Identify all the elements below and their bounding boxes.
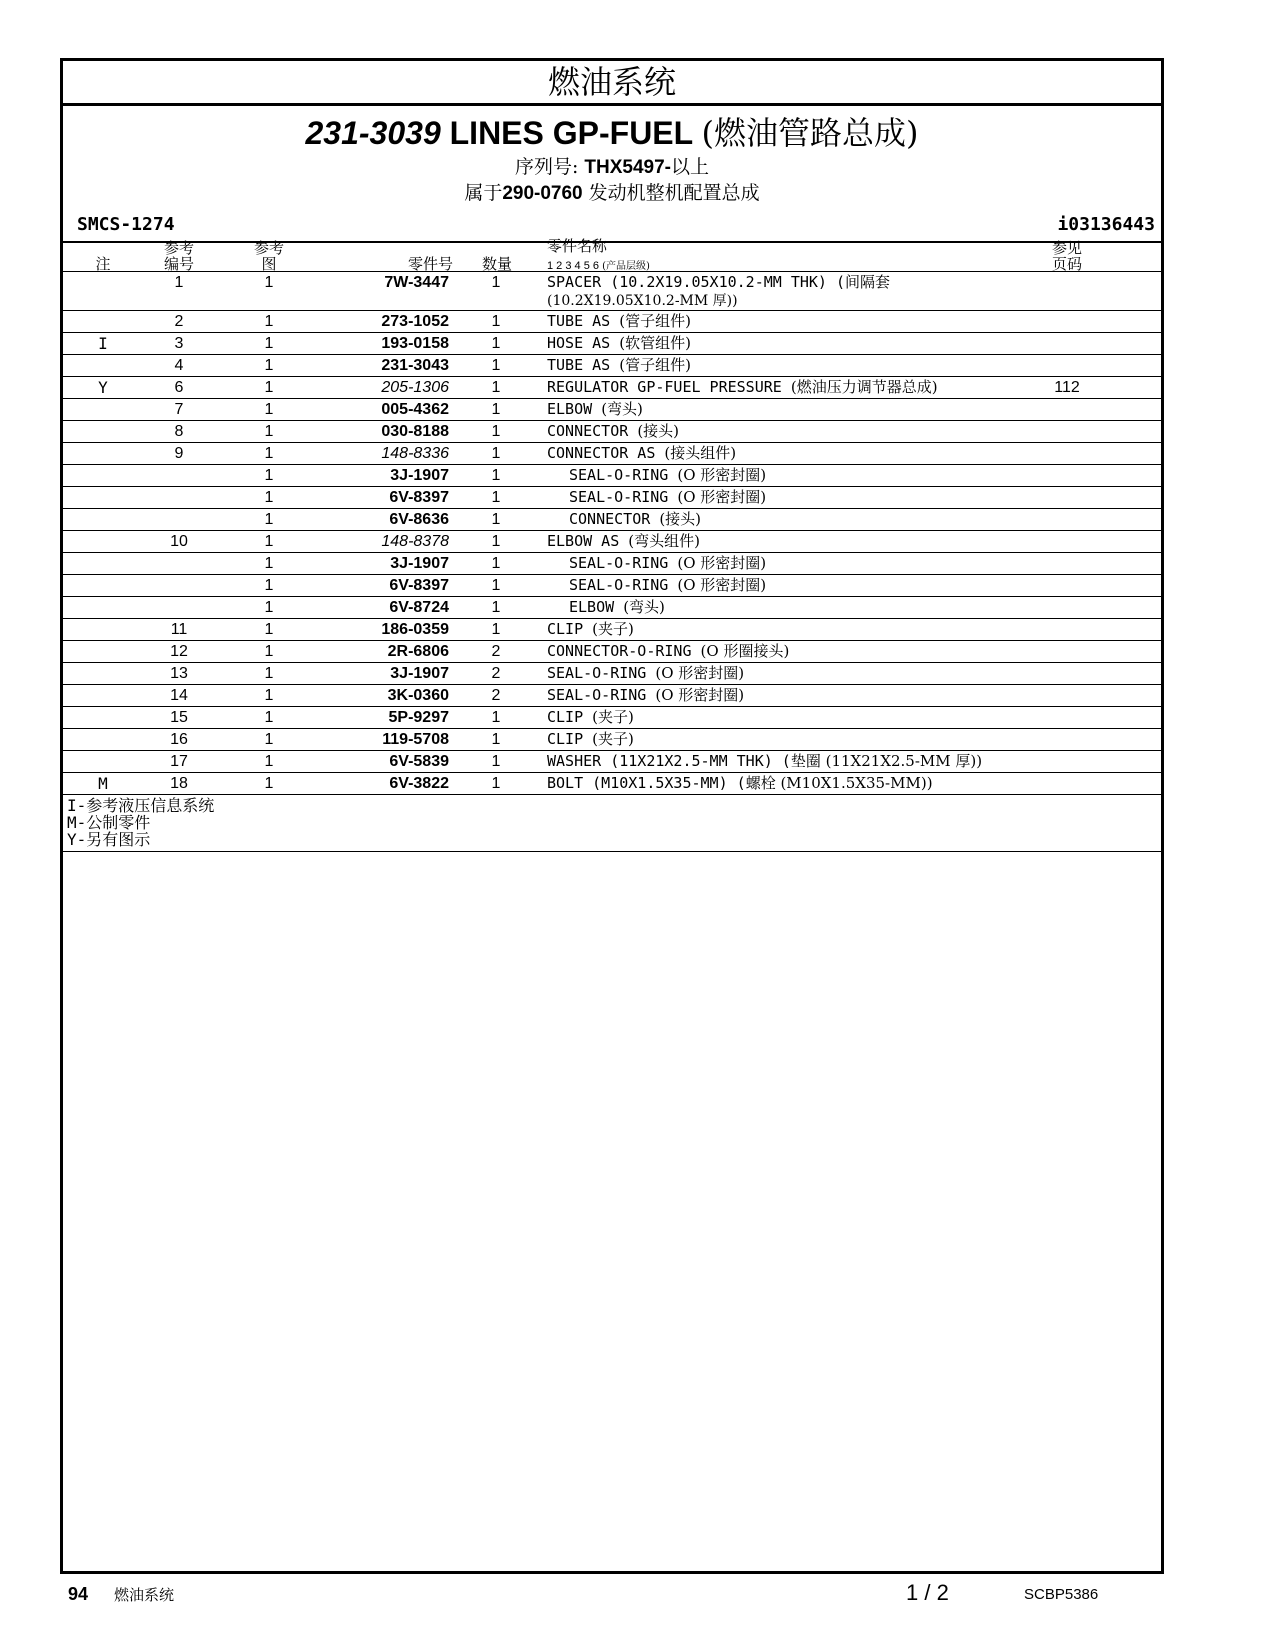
row-part-name-zh: (O 形圈接头): [700, 642, 790, 660]
notes-legend: [63, 794, 1161, 852]
belongs-to: [63, 181, 1161, 206]
row-part-name-zh: (弯头): [601, 400, 643, 418]
footer: [0, 1582, 1275, 1606]
row-figure: 1: [264, 274, 274, 291]
assembly-part-number: 231-3039: [305, 115, 441, 151]
row-part-name: [547, 443, 736, 464]
row-figure: 1: [264, 401, 274, 418]
row-part-number: 6V-8397: [389, 489, 449, 506]
col-fig-top: 参考: [253, 239, 284, 257]
row-figure: 1: [264, 775, 274, 792]
footer-code: SCBP5386: [1024, 1586, 1099, 1603]
table-row: [63, 464, 1161, 486]
row-part-number: 6V-5839: [389, 753, 449, 770]
row-part-name-line: [547, 641, 789, 662]
row-ref-number: 3: [174, 335, 184, 352]
row-quantity: 2: [491, 665, 501, 682]
row-part-name: [547, 355, 691, 376]
row-part-name: [547, 311, 691, 332]
legend-code: M-: [67, 813, 87, 832]
row-quantity: 1: [491, 274, 501, 291]
row-quantity: 1: [491, 753, 501, 770]
row-part-name-zh: (燃油压力调节器总成): [790, 378, 938, 396]
row-quantity: 1: [491, 731, 501, 748]
row-quantity: 2: [491, 687, 501, 704]
row-part-name-zh: (弯头组件): [628, 532, 700, 550]
table-row: [63, 376, 1161, 398]
row-quantity: 1: [491, 511, 501, 528]
table-row: [63, 530, 1161, 552]
row-ref-number: 1: [174, 274, 184, 291]
col-ref-bottom: 编号: [163, 255, 194, 273]
row-part-name: [547, 751, 982, 772]
legend-item: [63, 814, 1161, 831]
row-part-name-line: [547, 729, 634, 750]
row-see-page: 112: [1054, 379, 1080, 396]
serial-value: THX5497-: [584, 157, 672, 178]
table-row: [63, 420, 1161, 442]
row-part-name-en: SEAL-O-RING: [547, 664, 656, 682]
row-part-name-en: SPACER (10.2X19.05X10.2-MM THK) (: [547, 273, 846, 291]
table-row: [63, 486, 1161, 508]
row-part-name-en: TUBE AS: [547, 356, 620, 374]
table-row: [63, 640, 1161, 662]
table-row: [63, 508, 1161, 530]
row-part-name-line: [547, 377, 938, 398]
row-part-name-en: CLIP: [547, 620, 593, 638]
col-page-bottom: 页码: [1051, 255, 1082, 273]
row-part-name: [547, 333, 691, 354]
row-figure: 1: [264, 665, 274, 682]
row-ref-number: 8: [174, 423, 184, 440]
row-part-name-en: ELBOW: [547, 400, 602, 418]
row-part-name-line: [547, 531, 700, 552]
row-part-name-zh: 螺栓 (M10X1.5X35-MM)): [745, 774, 933, 792]
row-part-name-zh: 垫圈 (11X21X2.5-MM 厚)): [790, 752, 983, 770]
table-row: [63, 728, 1161, 750]
row-part-name-line: [547, 355, 691, 376]
table-row: [63, 706, 1161, 728]
row-part-name-line: [569, 509, 701, 530]
header-divider: [63, 241, 1161, 243]
row-figure: 1: [264, 621, 274, 638]
row-part-number: 5P-9297: [388, 709, 449, 726]
row-ref-number: 4: [174, 357, 184, 374]
row-part-number: 030-8188: [381, 423, 449, 440]
smcs-code: SMCS-1274: [77, 214, 175, 235]
row-part-number: 6V-3822: [389, 775, 449, 792]
row-part-name-line: [547, 707, 634, 728]
row-figure: 1: [264, 313, 274, 330]
row-part-number: 148-8378: [381, 533, 449, 550]
table-row: [63, 310, 1161, 332]
table-row: [63, 354, 1161, 376]
row-part-name-en: CLIP: [547, 708, 593, 726]
row-part-name-zh: (O 形密封圈): [655, 686, 745, 704]
row-part-name: [547, 729, 634, 750]
col-ref-top: 参考: [163, 239, 194, 257]
row-part-name-zh: (夹子): [592, 708, 634, 726]
row-note: M: [98, 774, 108, 793]
legend-text: 另有图示: [86, 830, 151, 849]
row-part-name-en: CONNECTOR: [569, 510, 660, 528]
row-quantity: 2: [491, 643, 501, 660]
row-part-name-line: [547, 272, 890, 293]
row-part-number: 7W-3447: [384, 274, 449, 291]
row-quantity: 1: [491, 423, 501, 440]
row-part-name-zh: (O 形密封圈): [677, 488, 767, 506]
row-part-name: [547, 531, 700, 552]
row-part-name-en: CLIP: [547, 730, 593, 748]
row-part-name-en: REGULATOR GP-FUEL PRESSURE: [547, 378, 791, 396]
row-quantity: 1: [491, 533, 501, 550]
assembly-part-name-zh: (燃油管路总成): [701, 114, 919, 152]
row-note: I: [98, 334, 108, 353]
row-part-name-line: [547, 751, 982, 772]
row-ref-number: 12: [170, 643, 188, 660]
row-figure: 1: [264, 533, 274, 550]
serial-suffix: 以上: [671, 156, 710, 178]
table-row: [63, 684, 1161, 706]
row-part-name-zh: (夹子): [592, 620, 634, 638]
row-part-name-en: SEAL-O-RING: [569, 466, 678, 484]
row-ref-number: 15: [170, 709, 188, 726]
row-part-name-zh: (接头组件): [664, 444, 737, 462]
row-part-name-line: [547, 311, 691, 332]
row-part-name: [569, 575, 766, 596]
legend-item: [63, 831, 1161, 848]
serial-label: 序列号:: [514, 156, 579, 178]
row-part-name-zh: (夹子): [592, 730, 634, 748]
row-part-name-line: [569, 575, 766, 596]
assembly-title: [63, 113, 1161, 153]
row-part-name: [569, 597, 665, 618]
row-figure: 1: [264, 445, 274, 462]
row-quantity: 1: [491, 401, 501, 418]
row-part-name-line: [547, 443, 736, 464]
row-quantity: 1: [491, 357, 501, 374]
row-quantity: 1: [491, 467, 501, 484]
row-part-name-en: SEAL-O-RING: [547, 686, 656, 704]
table-row: [63, 596, 1161, 618]
row-part-name-line: [547, 421, 679, 442]
row-quantity: 1: [491, 775, 501, 792]
row-ref-number: 18: [170, 775, 188, 792]
row-quantity: 1: [491, 313, 501, 330]
row-part-number: 231-3043: [381, 357, 449, 374]
row-figure: 1: [264, 379, 274, 396]
col-fig-bottom: 图: [261, 255, 277, 273]
table-row: [63, 398, 1161, 420]
row-part-name-zh: (弯头): [623, 598, 665, 616]
row-part-number: 119-5708: [382, 731, 449, 748]
row-part-number: 6V-8724: [389, 599, 449, 616]
row-part-name-en: WASHER (11X21X2.5-MM THK) (: [547, 752, 791, 770]
row-quantity: 1: [491, 379, 501, 396]
row-part-name: [569, 465, 766, 486]
legend-text: 参考液压信息系统: [86, 796, 215, 815]
row-part-number: 205-1306: [381, 379, 449, 396]
row-part-name-zh: (O 形密封圈): [677, 576, 767, 594]
table-row: [63, 442, 1161, 464]
row-part-name-en: ELBOW AS: [547, 532, 629, 550]
row-part-name: [569, 553, 766, 574]
assembly-part-name: LINES GP-FUEL: [449, 115, 693, 151]
row-figure: 1: [264, 511, 274, 528]
row-part-number: 3J-1907: [390, 555, 449, 572]
row-part-name-line: [547, 685, 744, 706]
row-part-name-zh: (管子组件): [619, 356, 691, 374]
row-part-number: 2R-6806: [387, 643, 449, 660]
row-ref-number: 9: [174, 445, 184, 462]
footer-system: 燃油系统: [114, 1586, 175, 1604]
row-part-name: [547, 685, 744, 706]
row-part-number: 6V-8636: [389, 511, 449, 528]
row-ref-number: 13: [170, 665, 188, 682]
legend-code: I-: [67, 796, 87, 815]
row-figure: 1: [264, 555, 274, 572]
row-part-name-line2: (10.2X19.05X10.2-MM 厚)): [547, 293, 738, 309]
row-part-number: 005-4362: [381, 401, 449, 418]
belongs-name: 发动机整机配置总成: [588, 182, 760, 204]
row-part-name-line: [547, 333, 691, 354]
row-part-number: 186-0359: [381, 621, 449, 638]
row-figure: 1: [264, 599, 274, 616]
row-part-number: 193-0158: [381, 335, 449, 352]
row-figure: 1: [264, 753, 274, 770]
row-part-name-en: SEAL-O-RING: [569, 554, 678, 572]
row-part-name: [547, 641, 789, 662]
row-part-number: 3J-1907: [390, 467, 449, 484]
row-ref-number: 11: [170, 621, 188, 638]
row-part-number: 3K-0360: [387, 687, 449, 704]
col-part-number: 零件号: [407, 255, 453, 273]
row-figure: 1: [264, 687, 274, 704]
row-part-name: [547, 377, 938, 398]
document-id: i03136443: [1057, 214, 1155, 235]
row-part-name-en: SEAL-O-RING: [569, 576, 678, 594]
row-part-name-line: [569, 465, 766, 486]
row-part-name-en: HOSE AS: [547, 334, 620, 352]
table-row: [63, 552, 1161, 574]
serial-range: [63, 155, 1161, 180]
row-ref-number: 10: [170, 533, 188, 550]
row-ref-number: 6: [174, 379, 184, 396]
row-quantity: 1: [491, 599, 501, 616]
row-part-name-zh: (软管组件): [619, 334, 691, 352]
col-part-name: 零件名称: [547, 237, 608, 255]
col-page-top: 参见: [1051, 239, 1082, 257]
col-quantity: 数量: [481, 255, 512, 273]
row-part-name-zh: (接头): [659, 510, 702, 528]
row-part-name-en: BOLT (M10X1.5X35-MM) (: [547, 774, 746, 792]
col-note: 注: [95, 255, 111, 273]
legend-item: [63, 797, 1161, 814]
row-part-name-line: [547, 619, 634, 640]
row-ref-number: 14: [170, 687, 188, 704]
row-figure: 1: [264, 423, 274, 440]
row-part-name-en: SEAL-O-RING: [569, 488, 678, 506]
row-part-name-line: [569, 553, 766, 574]
row-quantity: 1: [491, 709, 501, 726]
row-quantity: 1: [491, 555, 501, 572]
levels-label: (产品层级): [602, 261, 650, 272]
legend-text: 公制零件: [86, 813, 151, 832]
table-row: [63, 574, 1161, 596]
row-part-name: [547, 619, 634, 640]
row-figure: 1: [264, 709, 274, 726]
table-row: [63, 618, 1161, 640]
row-part-name: [547, 272, 890, 310]
row-part-number: 3J-1907: [390, 665, 449, 682]
row-part-name-line: [569, 597, 665, 618]
row-part-number: 6V-8397: [389, 577, 449, 594]
row-part-name: [569, 509, 701, 530]
table-row: [63, 772, 1161, 794]
row-part-name-zh: (O 形密封圈): [677, 554, 767, 572]
footer-page-number: 94: [68, 1584, 89, 1604]
system-title: 燃油系统: [63, 61, 1161, 106]
row-figure: 1: [264, 731, 274, 748]
row-figure: 1: [264, 643, 274, 660]
row-quantity: 1: [491, 577, 501, 594]
belongs-part-number: 290-0760: [502, 183, 583, 204]
table-row: [63, 662, 1161, 684]
row-part-name-line: [547, 663, 744, 684]
row-figure: 1: [264, 467, 274, 484]
row-part-name-line: [547, 773, 933, 794]
row-part-name-zh: (管子组件): [619, 312, 691, 330]
row-quantity: 1: [491, 335, 501, 352]
levels-numbers: 1 2 3 4 5 6: [547, 260, 599, 272]
page-frame: [60, 58, 1164, 1574]
belongs-prefix: 属于: [464, 182, 503, 204]
row-part-number: 273-1052: [381, 313, 449, 330]
row-figure: 1: [264, 335, 274, 352]
row-part-name-en: CONNECTOR AS: [547, 444, 665, 462]
table-row: [63, 750, 1161, 772]
row-part-name: [547, 399, 643, 420]
row-part-number: 148-8336: [381, 445, 449, 462]
row-part-name-en: CONNECTOR: [547, 422, 638, 440]
row-quantity: 1: [491, 621, 501, 638]
row-note: Y: [98, 378, 108, 397]
row-part-name-en: ELBOW: [569, 598, 624, 616]
table-row: [63, 332, 1161, 354]
row-quantity: 1: [491, 445, 501, 462]
row-part-name-zh: (接头): [637, 422, 680, 440]
row-part-name: [547, 773, 933, 794]
row-part-name-line: [547, 399, 643, 420]
row-part-name-zh: 间隔套: [845, 273, 891, 291]
row-part-name: [547, 663, 744, 684]
legend-code: Y-: [67, 830, 87, 849]
row-part-name-en: TUBE AS: [547, 312, 620, 330]
row-ref-number: 7: [174, 401, 184, 418]
row-part-name: [569, 487, 766, 508]
row-ref-number: 2: [174, 313, 184, 330]
footer-sheet: 1 / 2: [906, 1580, 949, 1605]
parts-table: [63, 271, 1161, 852]
row-ref-number: 17: [170, 753, 188, 770]
row-part-name-zh: (O 形密封圈): [677, 466, 767, 484]
table-row: [63, 271, 1161, 310]
row-part-name-zh: (O 形密封圈): [655, 664, 745, 682]
row-figure: 1: [264, 357, 274, 374]
row-quantity: 1: [491, 489, 501, 506]
row-figure: 1: [264, 489, 274, 506]
row-part-name: [547, 421, 679, 442]
row-part-name-line: [569, 487, 766, 508]
row-figure: 1: [264, 577, 274, 594]
row-part-name-en: CONNECTOR-O-RING: [547, 642, 701, 660]
row-part-name: [547, 707, 634, 728]
row-ref-number: 16: [170, 731, 188, 748]
